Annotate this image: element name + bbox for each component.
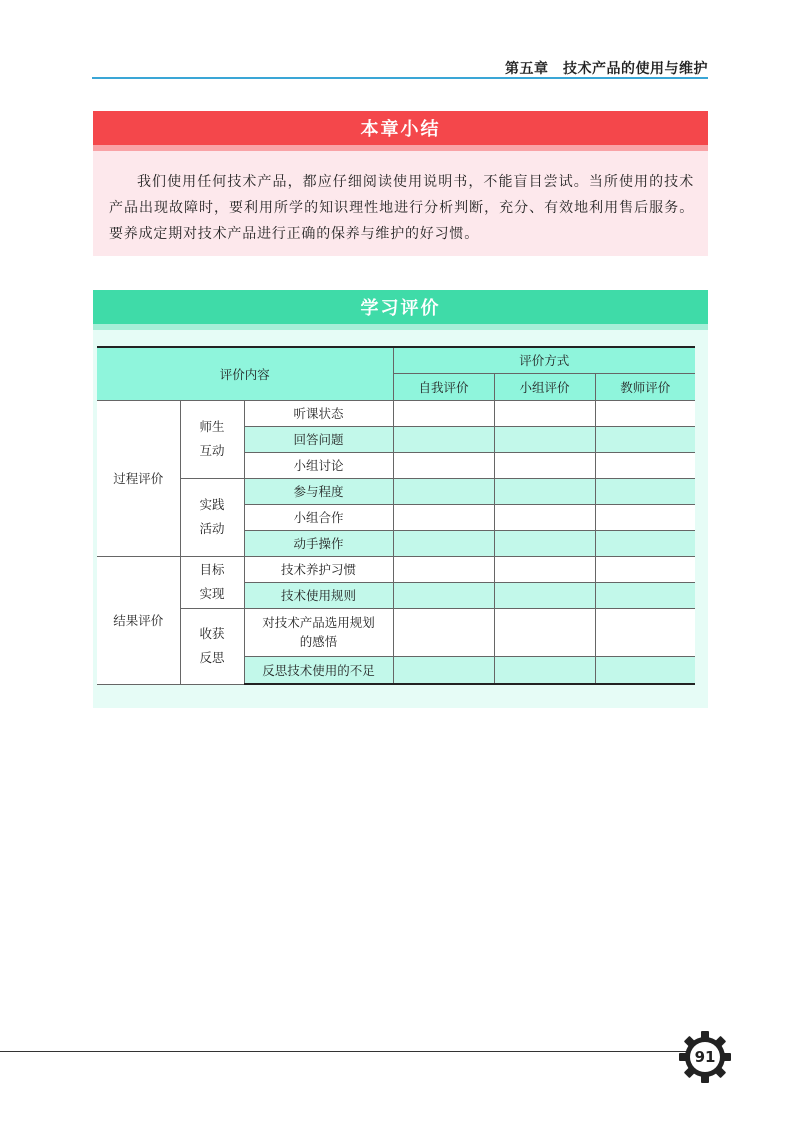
cell-group <box>494 504 595 530</box>
item-hands-on: 动手操作 <box>244 530 393 556</box>
item-selection-reflection <box>244 608 393 656</box>
item-usage-rules: 技术使用规则 <box>244 582 393 608</box>
header-method: 评价方式 <box>393 347 695 373</box>
chapter-header-title: 第五章 技术产品的使用与维护 <box>505 61 708 77</box>
cell-teacher <box>595 504 695 530</box>
goal-label <box>180 556 244 608</box>
footer-rule <box>0 1051 690 1052</box>
interaction-label-line1: 师生 <box>199 419 225 434</box>
cell-teacher <box>595 400 695 426</box>
cell-group <box>494 452 595 478</box>
cell-group <box>494 478 595 504</box>
cell-self <box>393 400 494 426</box>
goal-label-line2: 实现 <box>199 586 225 601</box>
item-answering: 回答问题 <box>244 426 393 452</box>
evaluation-table <box>97 346 695 685</box>
cell-teacher <box>595 556 695 582</box>
chapter-summary <box>93 111 708 256</box>
header-teacher-eval: 教师评价 <box>595 373 695 400</box>
cell-teacher <box>595 582 695 608</box>
item-maintenance-habit: 技术养护习惯 <box>244 556 393 582</box>
goal-label-line1: 目标 <box>199 562 225 577</box>
header-rule <box>92 77 708 79</box>
cell-self <box>393 426 494 452</box>
learning-evaluation <box>93 290 708 708</box>
summary-text: 我们使用任何技术产品，都应仔细阅读使用说明书，不能盲目尝试。当所使用的技术产品出现故障时，要利用所学的知识理性地进行分析判断，充分、有效地利用售后服务。要养成定期对技术产品进行正确的保养与维护的好习惯。 <box>109 174 694 242</box>
reflection-label-line1: 收获 <box>199 626 225 641</box>
cell-group <box>494 400 595 426</box>
item-selection-reflection-line2: 的感悟 <box>299 634 338 649</box>
cell-self <box>393 556 494 582</box>
item-listening: 听课状态 <box>244 400 393 426</box>
summary-banner <box>93 111 708 145</box>
cell-teacher <box>595 478 695 504</box>
cell-teacher <box>595 608 695 656</box>
item-group-cooperation: 小组合作 <box>244 504 393 530</box>
cell-self <box>393 478 494 504</box>
process-eval-label: 过程评价 <box>97 400 180 556</box>
evaluation-banner <box>93 290 708 324</box>
cell-teacher <box>595 426 695 452</box>
cell-self <box>393 530 494 556</box>
item-group-discussion: 小组讨论 <box>244 452 393 478</box>
practice-label-line1: 实践 <box>199 497 225 512</box>
summary-title: 本章小结 <box>360 119 441 140</box>
reflection-label-line2: 反思 <box>199 650 225 665</box>
header-self-eval: 自我评价 <box>393 373 494 400</box>
cell-self <box>393 504 494 530</box>
cell-group <box>494 656 595 684</box>
cell-self <box>393 656 494 684</box>
practice-label <box>180 478 244 556</box>
cell-teacher <box>595 530 695 556</box>
summary-banner-stripe <box>93 145 708 151</box>
item-participation: 参与程度 <box>244 478 393 504</box>
header-content: 评价内容 <box>97 347 393 400</box>
cell-self <box>393 582 494 608</box>
interaction-label-line2: 互动 <box>199 443 225 458</box>
cell-teacher <box>595 656 695 684</box>
cell-group <box>494 426 595 452</box>
cell-self <box>393 452 494 478</box>
page-number: 91 <box>694 1048 716 1066</box>
result-eval-label: 结果评价 <box>97 556 180 684</box>
item-usage-shortcomings: 反思技术使用的不足 <box>244 656 393 684</box>
item-selection-reflection-line1: 对技术产品选用规划 <box>262 615 375 630</box>
interaction-label <box>180 400 244 478</box>
cell-group <box>494 556 595 582</box>
cell-group <box>494 608 595 656</box>
cell-self <box>393 608 494 656</box>
cell-teacher <box>595 452 695 478</box>
evaluation-title: 学习评价 <box>360 298 441 319</box>
header-group-eval: 小组评价 <box>494 373 595 400</box>
evaluation-banner-stripe <box>93 324 708 330</box>
reflection-label <box>180 608 244 684</box>
cell-group <box>494 530 595 556</box>
practice-label-line2: 活动 <box>199 521 225 536</box>
cell-group <box>494 582 595 608</box>
